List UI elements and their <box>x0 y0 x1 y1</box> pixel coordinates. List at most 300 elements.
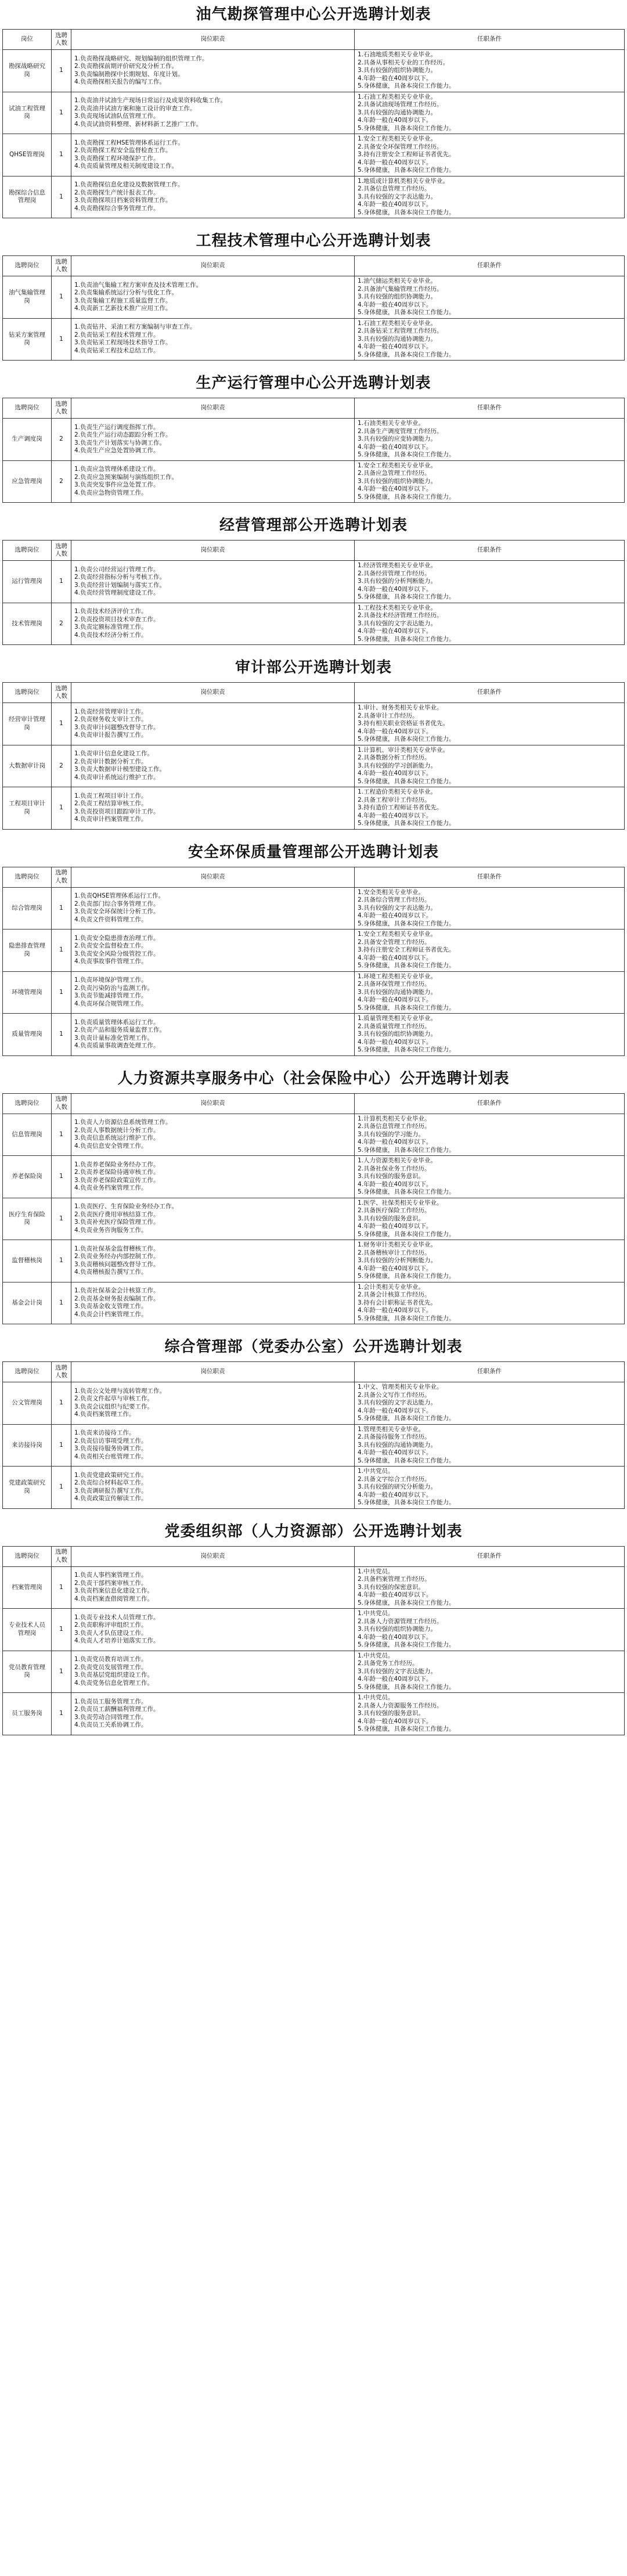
duty-line: 1.负责经营管理审计工作。 <box>74 708 147 715</box>
requirements-cell <box>355 1198 625 1240</box>
table-row <box>3 50 625 92</box>
duty-line: 4.负责业务咨询服务工作。 <box>74 1226 147 1234</box>
position-cell: 养老保险岗 <box>3 1156 52 1198</box>
duty-line: 4.负责新工艺新技术推广应用工作。 <box>74 305 172 312</box>
table-row <box>3 929 625 972</box>
table-row <box>3 460 625 503</box>
number-cell: 1 <box>52 1240 71 1282</box>
header-duties: 岗位职责 <box>71 256 355 276</box>
requirement-line: 3.持有注册安全工程师证书者优先。 <box>358 151 455 158</box>
requirement-line: 2.具备数据分析工作经历。 <box>358 754 431 761</box>
number-cell: 1 <box>52 1114 71 1156</box>
number-cell: 1 <box>52 1566 71 1609</box>
requirement-line: 4.年龄一般在40周岁以下。 <box>358 1264 433 1272</box>
requirement-line: 1.安全工程类相关专业毕业。 <box>358 931 437 938</box>
duty-line: 4.负责人才培养计划落实工作。 <box>74 1637 160 1645</box>
duty-line: 1.负责生产运行调度指挥工作。 <box>74 423 160 431</box>
requirement-line: 3.具有较强的组织协调能力。 <box>358 477 437 485</box>
table-row <box>3 1424 625 1467</box>
number-cell: 1 <box>52 971 71 1014</box>
header-requirements: 任职条件 <box>355 1093 625 1114</box>
table-row <box>3 1240 625 1282</box>
duty-line: 4.负责业务档案管理工作。 <box>74 1184 147 1192</box>
requirement-line: 4.年龄一般在40周岁以下。 <box>358 585 433 593</box>
header-duties: 岗位职责 <box>71 867 355 887</box>
requirements-cell <box>355 1609 625 1651</box>
duty-line: 4.负责环保合规管理工作。 <box>74 1000 147 1007</box>
requirement-line: 1.安全工程类相关专业毕业。 <box>358 462 437 469</box>
requirement-line: 5.身体健康，具备本岗位工作能力。 <box>358 351 455 358</box>
requirement-line: 1.医学、社保类相关专业毕业。 <box>358 1199 443 1206</box>
table-row <box>3 1014 625 1056</box>
duty-line: 3.负责钻采工程现场技术指导工作。 <box>74 339 172 347</box>
duties-cell <box>71 1156 355 1198</box>
section-4 <box>2 653 625 830</box>
requirements-cell <box>355 703 625 745</box>
requirements-cell <box>355 318 625 361</box>
table-row <box>3 1609 625 1651</box>
table-row <box>3 745 625 787</box>
requirement-line: 5.身体健康，具备本岗位工作能力。 <box>358 1046 455 1053</box>
header-row <box>3 30 625 50</box>
requirement-line: 1.石油类相关专业毕业。 <box>358 420 425 427</box>
requirement-line: 4.年龄一般在40周岁以下。 <box>358 1591 433 1598</box>
duty-line: 4.负责应急物资管理工作。 <box>74 489 147 496</box>
section-title: 党委组织部（人力资源部）公开选聘计划表 <box>164 1522 463 1540</box>
duty-line: 1.负责公文处理与流转管理工作。 <box>74 1387 166 1395</box>
duty-line: 2.负责职称评审组织工作。 <box>74 1622 147 1629</box>
number-cell: 1 <box>52 787 71 830</box>
duty-line: 3.负责定额标准管理工作。 <box>74 624 147 631</box>
duty-line: 4.负责经营管理制度建设工作。 <box>74 589 160 597</box>
requirement-line: 1.经济管理类相关专业毕业。 <box>358 562 437 569</box>
header-row <box>3 398 625 419</box>
duty-line: 4.负责技术经济分析工作。 <box>74 631 147 639</box>
duty-line: 2.负责文件起草与审核工作。 <box>74 1395 154 1403</box>
table-row <box>3 1693 625 1735</box>
section-3 <box>2 511 625 645</box>
requirement-line: 3.具有较强的文字表达能力。 <box>358 904 437 911</box>
requirement-line: 4.年龄一般在40周岁以下。 <box>358 1633 433 1641</box>
requirement-line: 3.具有较强的文字表达能力。 <box>358 619 437 627</box>
requirement-line: 5.身体健康，具备本岗位工作能力。 <box>358 820 455 827</box>
duty-line: 1.负责专业技术人员管理工作。 <box>74 1613 160 1621</box>
duty-line: 2.负责勘探生产统计报表工作。 <box>74 189 160 196</box>
requirements-cell <box>355 134 625 176</box>
position-cell: 专业技术人员管理岗 <box>3 1609 52 1651</box>
requirement-line: 1.中文、管理类相关专业毕业。 <box>358 1384 443 1390</box>
requirement-line: 5.身体健康，具备本岗位工作能力。 <box>358 962 455 969</box>
requirement-line: 3.具有较强的服务意识。 <box>358 1215 425 1222</box>
header-row <box>3 1362 625 1382</box>
requirement-line: 3.具有较强的分析判断能力。 <box>358 1257 437 1264</box>
duty-line: 2.负责综合材料起草工作。 <box>74 1479 147 1487</box>
position-cell: 运行管理岗 <box>3 561 52 603</box>
duties-cell <box>71 787 355 830</box>
header-number: 选聘人数 <box>52 256 71 276</box>
duties-cell <box>71 1114 355 1156</box>
position-cell: QHSE管理岗 <box>3 134 52 176</box>
requirement-line: 3.具有较强的组织协调能力。 <box>358 1031 437 1037</box>
table-row <box>3 561 625 603</box>
duty-line: 1.负责质量管理体系运行工作。 <box>74 1018 160 1026</box>
duty-line: 3.负责劳动合同管理工作。 <box>74 1713 147 1721</box>
requirement-line: 2.具备综合管理工作经历。 <box>358 896 431 903</box>
section-title: 安全环保质量管理部公开选聘计划表 <box>188 843 439 861</box>
position-cell: 综合管理岗 <box>3 887 52 929</box>
position-cell: 经营审计管理岗 <box>3 703 52 745</box>
header-row <box>3 867 625 887</box>
number-cell: 1 <box>52 887 71 929</box>
duties-cell <box>71 50 355 92</box>
duty-line: 3.负责补充医疗保险管理工作。 <box>74 1219 160 1226</box>
requirements-cell <box>355 1467 625 1509</box>
requirement-line: 2.具备安全管理工作经历。 <box>358 938 431 946</box>
header-position: 选聘岗位 <box>3 1362 52 1382</box>
requirement-line: 3.持有会计职称证书者优先。 <box>358 1299 437 1306</box>
requirement-line: 1.审计、财务类相关专业毕业。 <box>358 704 443 711</box>
requirements-cell <box>355 50 625 92</box>
requirement-line: 1.石油地质类相关专业毕业。 <box>358 51 437 58</box>
table-row <box>3 603 625 645</box>
requirement-line: 5.身体健康，具备本岗位工作能力。 <box>358 1725 455 1732</box>
requirement-line: 4.年龄一般在40周岁以下。 <box>358 301 433 308</box>
requirement-line: 3.具有较强的学习能力。 <box>358 1130 425 1138</box>
duty-line: 2.负责养老保险待遇审核工作。 <box>74 1169 160 1176</box>
duty-line: 4.负责会计档案管理工作。 <box>74 1310 147 1318</box>
duties-cell <box>71 971 355 1014</box>
duty-line: 2.负责生产运行动态跟踪分析工作。 <box>74 431 172 439</box>
requirements-cell <box>355 929 625 972</box>
header-position: 选聘岗位 <box>3 398 52 419</box>
duty-line: 1.负责工程项目审计工作。 <box>74 792 147 799</box>
requirement-line: 2.具备质量管理工作经历。 <box>358 1022 431 1030</box>
duty-line: 4.负责审计报告撰写工作。 <box>74 732 147 739</box>
duty-line: 4.负责事故事件管理工作。 <box>74 958 147 965</box>
duties-cell <box>71 176 355 218</box>
duty-line: 3.负责大数据审计模型建设工作。 <box>74 766 166 773</box>
requirement-line: 4.年龄一般在40周岁以下。 <box>358 201 433 208</box>
header-number: 选聘人数 <box>52 398 71 419</box>
requirement-line: 2.具备信息管理工作经历。 <box>358 1123 431 1130</box>
duty-line: 2.负责党员发展管理工作。 <box>74 1663 147 1671</box>
requirements-cell <box>355 971 625 1014</box>
duty-line: 3.负责节能减排管理工作。 <box>74 992 147 1000</box>
requirement-line: 2.具备社保业务工作经历。 <box>358 1165 431 1172</box>
requirement-line: 1.石油工程类相关专业毕业。 <box>358 319 437 327</box>
duty-line: 2.负责业务经办内部控制工作。 <box>74 1253 160 1260</box>
requirement-line: 1.地质或计算机类相关专业毕业。 <box>358 177 449 185</box>
number-cell: 2 <box>52 460 71 503</box>
requirement-line: 3.具有较强的组织协调能力。 <box>358 67 437 74</box>
header-position: 选聘岗位 <box>3 541 52 561</box>
section-title: 经营管理部公开选聘计划表 <box>219 517 408 534</box>
header-requirements: 任职条件 <box>355 541 625 561</box>
requirement-line: 1.财务审计类相关专业毕业。 <box>358 1241 437 1248</box>
duty-line: 3.负责信息系统运行维护工作。 <box>74 1134 160 1142</box>
requirement-line: 3.具有较强的服务意识。 <box>358 1710 425 1717</box>
requirement-line: 1.工程造价类相关专业毕业。 <box>358 788 437 795</box>
header-position: 选聘岗位 <box>3 1093 52 1114</box>
section-title: 工程技术管理中心公开选聘计划表 <box>196 232 431 250</box>
recruitment-table <box>2 1093 625 1325</box>
duty-line: 3.负责计量标准化管理工作。 <box>74 1034 154 1042</box>
position-cell: 档案管理岗 <box>3 1566 52 1609</box>
requirement-line: 1.安全类相关专业毕业。 <box>358 888 425 896</box>
table-row <box>3 134 625 176</box>
requirement-line: 4.年龄一般在40周岁以下。 <box>358 485 433 492</box>
requirement-line: 2.具备从事相关专业的工作经历。 <box>358 59 449 66</box>
requirement-line: 3.具有较强的服务意识。 <box>358 1173 425 1180</box>
requirement-line: 4.年龄一般在40周岁以下。 <box>358 1676 433 1682</box>
requirement-line: 2.具备人力资源管理工作经历。 <box>358 1617 443 1625</box>
requirement-line: 4.年龄一般在40周岁以下。 <box>358 443 433 451</box>
requirements-cell <box>355 1566 625 1609</box>
duties-cell <box>71 1382 355 1425</box>
requirement-line: 2.具备人力资源服务工作经历。 <box>358 1702 443 1709</box>
requirement-line: 5.身体健康，具备本岗位工作能力。 <box>358 124 455 132</box>
duty-line: 3.负责稽核问题整改督导工作。 <box>74 1260 160 1268</box>
requirement-line: 3.具有较强的组织协调能力。 <box>358 293 437 300</box>
duty-line: 4.负责钻采工程技术总结工作。 <box>74 347 160 354</box>
duties-cell <box>71 929 355 972</box>
duty-line: 2.负责基金财务报表编制工作。 <box>74 1295 160 1302</box>
requirement-line: 5.身体健康，具备本岗位工作能力。 <box>358 208 455 216</box>
requirement-line: 3.具有较强的组织协调能力。 <box>358 1626 437 1633</box>
duty-line: 1.负责安全隐患排查治理工作。 <box>74 934 160 942</box>
requirement-line: 2.具备安全环保管理工作经历。 <box>358 143 443 150</box>
duty-line: 3.负责会议组织与纪要工作。 <box>74 1403 154 1410</box>
header-position: 选聘岗位 <box>3 867 52 887</box>
requirement-line: 2.具备医疗保险工作经历。 <box>358 1207 431 1214</box>
requirements-cell <box>355 1382 625 1425</box>
position-cell: 信息管理岗 <box>3 1114 52 1156</box>
requirement-line: 5.身体健康，具备本岗位工作能力。 <box>358 1146 455 1154</box>
table-row <box>3 92 625 134</box>
requirement-line: 3.具有较强的研究分析能力。 <box>358 1483 437 1490</box>
section-title: 审计部公开选聘计划表 <box>235 659 392 676</box>
duty-line: 1.负责来访接待工作。 <box>74 1429 135 1437</box>
position-cell: 钻采方案管理岗 <box>3 318 52 361</box>
section-6 <box>2 1064 625 1325</box>
position-cell: 来访接待岗 <box>3 1424 52 1467</box>
requirement-line: 3.具有较强的学习创新能力。 <box>358 762 437 769</box>
requirement-line: 2.具备环保管理工作经历。 <box>358 981 431 988</box>
duty-line: 3.负责安全环保统计分析工作。 <box>74 908 160 916</box>
duties-cell <box>71 703 355 745</box>
recruitment-table <box>2 398 625 503</box>
duties-cell <box>71 92 355 134</box>
requirement-line: 5.身体健康，具备本岗位工作能力。 <box>358 1004 455 1011</box>
requirement-line: 3.具有较强的沟通协调能力。 <box>358 1441 437 1449</box>
header-requirements: 任职条件 <box>355 30 625 50</box>
position-cell: 油气集输管理岗 <box>3 276 52 319</box>
requirement-line: 1.工程技术类相关专业毕业。 <box>358 604 437 611</box>
requirement-line: 5.身体健康，具备本岗位工作能力。 <box>358 1230 455 1238</box>
table-row <box>3 1114 625 1156</box>
number-cell: 1 <box>52 176 71 218</box>
duties-cell <box>71 460 355 503</box>
duty-line: 1.负责油井试油生产现场日常运行及成果资料收集工作。 <box>74 97 227 105</box>
requirement-line: 5.身体健康，具备本岗位工作能力。 <box>358 1273 455 1280</box>
duty-line: 2.负责安全监督检查工作。 <box>74 942 147 950</box>
duty-line: 1.负责人力资源信息系统管理工作。 <box>74 1119 172 1126</box>
duty-line: 2.负责污染防治与监测工作。 <box>74 984 154 992</box>
duty-line: 3.负责档案信息化建设工作。 <box>74 1587 154 1595</box>
requirement-line: 1.计算机类相关专业毕业。 <box>358 1115 431 1122</box>
duty-line: 2.负责审计数据分析工作。 <box>74 758 147 765</box>
duties-cell <box>71 1693 355 1735</box>
requirement-line: 1.质量管理类相关专业毕业。 <box>358 1015 437 1022</box>
requirements-cell <box>355 1282 625 1324</box>
requirement-line: 2.具备文字综合工作经历。 <box>358 1475 431 1483</box>
requirement-line: 5.身体健康，具备本岗位工作能力。 <box>358 593 455 600</box>
duties-cell <box>71 419 355 461</box>
duty-line: 1.负责党员教育培训工作。 <box>74 1656 147 1663</box>
requirement-line: 3.具有较强的沟通协调能力。 <box>358 335 437 343</box>
position-cell: 医疗生育保险岗 <box>3 1198 52 1240</box>
duty-line: 1.负责审计信息化建设工作。 <box>74 750 154 758</box>
header-number: 选聘人数 <box>52 541 71 561</box>
duties-cell <box>71 318 355 361</box>
requirement-line: 1.会计类相关专业毕业。 <box>358 1283 425 1291</box>
requirement-line: 5.身体健康，具备本岗位工作能力。 <box>358 1499 455 1506</box>
requirements-cell <box>355 276 625 319</box>
requirement-line: 4.年龄一般在40周岁以下。 <box>358 158 433 166</box>
position-cell: 党建政策研究岗 <box>3 1467 52 1509</box>
requirement-line: 1.石油工程类相关专业毕业。 <box>358 93 437 100</box>
duty-line: 3.负责人才队伍建设工作。 <box>74 1629 147 1637</box>
section-title: 综合管理部（党委办公室）公开选聘计划表 <box>164 1338 463 1356</box>
table-row <box>3 1382 625 1425</box>
requirement-line: 4.年龄一般在40周岁以下。 <box>358 912 433 919</box>
header-duties: 岗位职责 <box>71 683 355 703</box>
position-cell: 生产调度岗 <box>3 419 52 461</box>
duties-cell <box>71 134 355 176</box>
duty-line: 3.负责勘探工程环境保护工作。 <box>74 154 160 162</box>
header-number: 选聘人数 <box>52 867 71 887</box>
header-row <box>3 683 625 703</box>
duty-line: 2.负责员工薪酬福利管理工作。 <box>74 1706 160 1713</box>
position-cell: 党员教育管理岗 <box>3 1651 52 1693</box>
requirement-line: 2.具备应急管理工作经历。 <box>358 470 431 477</box>
requirement-line: 1.中共党员。 <box>358 1652 394 1659</box>
requirement-line: 5.身体健康，具备本岗位工作能力。 <box>358 1415 455 1422</box>
requirements-cell <box>355 1014 625 1056</box>
recruitment-table <box>2 540 625 645</box>
requirement-line: 5.身体健康，具备本岗位工作能力。 <box>358 1599 455 1606</box>
duty-line: 3.负责审计问题整改督导工作。 <box>74 723 160 731</box>
requirement-line: 5.身体健康，具备本岗位工作能力。 <box>358 1683 455 1691</box>
requirement-line: 1.油气储运类相关专业毕业。 <box>358 278 437 284</box>
duties-cell <box>71 887 355 929</box>
position-cell: 大数据审计岗 <box>3 745 52 787</box>
duty-line: 3.负责接待服务协调工作。 <box>74 1445 147 1453</box>
header-position: 选聘岗位 <box>3 256 52 276</box>
duty-line: 1.负责员工服务管理工作。 <box>74 1698 147 1705</box>
requirement-line: 2.具备试油现场管理工作经历。 <box>358 101 443 108</box>
duty-line: 2.负责医疗费用审核结算工作。 <box>74 1210 160 1218</box>
table-row <box>3 1282 625 1324</box>
duty-line: 1.负责人事档案管理工作。 <box>74 1572 147 1579</box>
requirement-line: 4.年龄一般在40周岁以下。 <box>358 1180 433 1188</box>
number-cell: 1 <box>52 1609 71 1651</box>
header-row <box>3 1093 625 1114</box>
header-requirements: 任职条件 <box>355 1362 625 1382</box>
duty-line: 2.负责信访事项受理工作。 <box>74 1437 147 1444</box>
duty-line: 3.负责基层党组织建设工作。 <box>74 1671 154 1679</box>
requirement-line: 2.具备会计核算工作经历。 <box>358 1291 431 1298</box>
duty-line: 3.负责安全风险分级管控工作。 <box>74 950 160 957</box>
duty-line: 4.负责稽核报告撰写工作。 <box>74 1269 147 1276</box>
table-row <box>3 971 625 1014</box>
requirement-line: 1.环境工程类相关专业毕业。 <box>358 972 437 980</box>
table-row <box>3 1156 625 1198</box>
duties-cell <box>71 276 355 319</box>
header-duties: 岗位职责 <box>71 30 355 50</box>
header-requirements: 任职条件 <box>355 398 625 419</box>
requirement-line: 2.具备油气集输管理工作经历。 <box>358 285 443 293</box>
requirement-line: 4.年龄一般在40周岁以下。 <box>358 996 433 1003</box>
requirement-line: 4.年龄一般在40周岁以下。 <box>358 770 433 777</box>
duty-line: 2.负责勘探前期评价研究及分析工作。 <box>74 63 178 70</box>
header-number: 选聘人数 <box>52 1362 71 1382</box>
requirements-cell <box>355 561 625 603</box>
table-row <box>3 887 625 929</box>
duty-line: 4.负责相关台账管理工作。 <box>74 1453 147 1460</box>
duty-line: 4.负责文件资料管理工作。 <box>74 916 147 923</box>
position-cell: 技术管理岗 <box>3 603 52 645</box>
duty-line: 4.负责信息安全管理工作。 <box>74 1142 147 1150</box>
duty-line: 3.负责养老保险政策宣传工作。 <box>74 1176 160 1184</box>
duty-line: 4.负责试油资料整理、新材料新工艺推广工作。 <box>74 120 203 128</box>
table-row <box>3 1198 625 1240</box>
number-cell: 1 <box>52 1282 71 1324</box>
requirement-line: 4.年龄一般在40周岁以下。 <box>358 812 433 819</box>
requirement-line: 5.身体健康，具备本岗位工作能力。 <box>358 736 455 743</box>
requirements-cell <box>355 176 625 218</box>
recruitment-table <box>2 255 625 361</box>
duty-line: 4.负责质量事故调查处理工作。 <box>74 1042 160 1050</box>
duty-line: 4.负责档案管理工作。 <box>74 1411 135 1418</box>
requirement-line: 4.年龄一般在40周岁以下。 <box>358 1139 433 1145</box>
requirement-line: 2.具备经营管理工作经历。 <box>358 570 431 577</box>
number-cell: 1 <box>52 1693 71 1735</box>
duty-line: 2.负责钻采工程技术管理工作。 <box>74 331 160 338</box>
requirement-line: 2.具备信息管理工作经历。 <box>358 185 431 192</box>
requirement-line: 3.具有较强的文字表达能力。 <box>358 1667 437 1675</box>
requirement-line: 5.身体健康，具备本岗位工作能力。 <box>358 635 455 643</box>
table-row <box>3 1651 625 1693</box>
duty-line: 4.负责审计系统运行维护工作。 <box>74 773 160 781</box>
duty-line: 3.负责现场试油队伍管理工作。 <box>74 113 160 120</box>
duty-line: 1.负责医疗、生育保险业务经办工作。 <box>74 1203 178 1210</box>
duty-line: 2.负责应急预案编制与演练组织工作。 <box>74 473 178 481</box>
duties-cell <box>71 1014 355 1056</box>
position-cell: 勘探战略研究岗 <box>3 50 52 92</box>
position-cell: 监督稽核岗 <box>3 1240 52 1282</box>
position-cell: 基金会计岗 <box>3 1282 52 1324</box>
duty-line: 4.负责审计档案管理工作。 <box>74 816 147 823</box>
requirements-cell <box>355 1651 625 1693</box>
duty-line: 3.负责勘探项目档案资料管理工作。 <box>74 197 172 204</box>
header-position: 选聘岗位 <box>3 683 52 703</box>
section-title: 生产运行管理中心公开选聘计划表 <box>196 374 431 392</box>
header-row <box>3 1546 625 1566</box>
requirement-line: 5.身体健康，具备本岗位工作能力。 <box>358 1314 455 1322</box>
duties-cell <box>71 1282 355 1324</box>
requirement-line: 1.管理类相关专业毕业。 <box>358 1425 425 1433</box>
